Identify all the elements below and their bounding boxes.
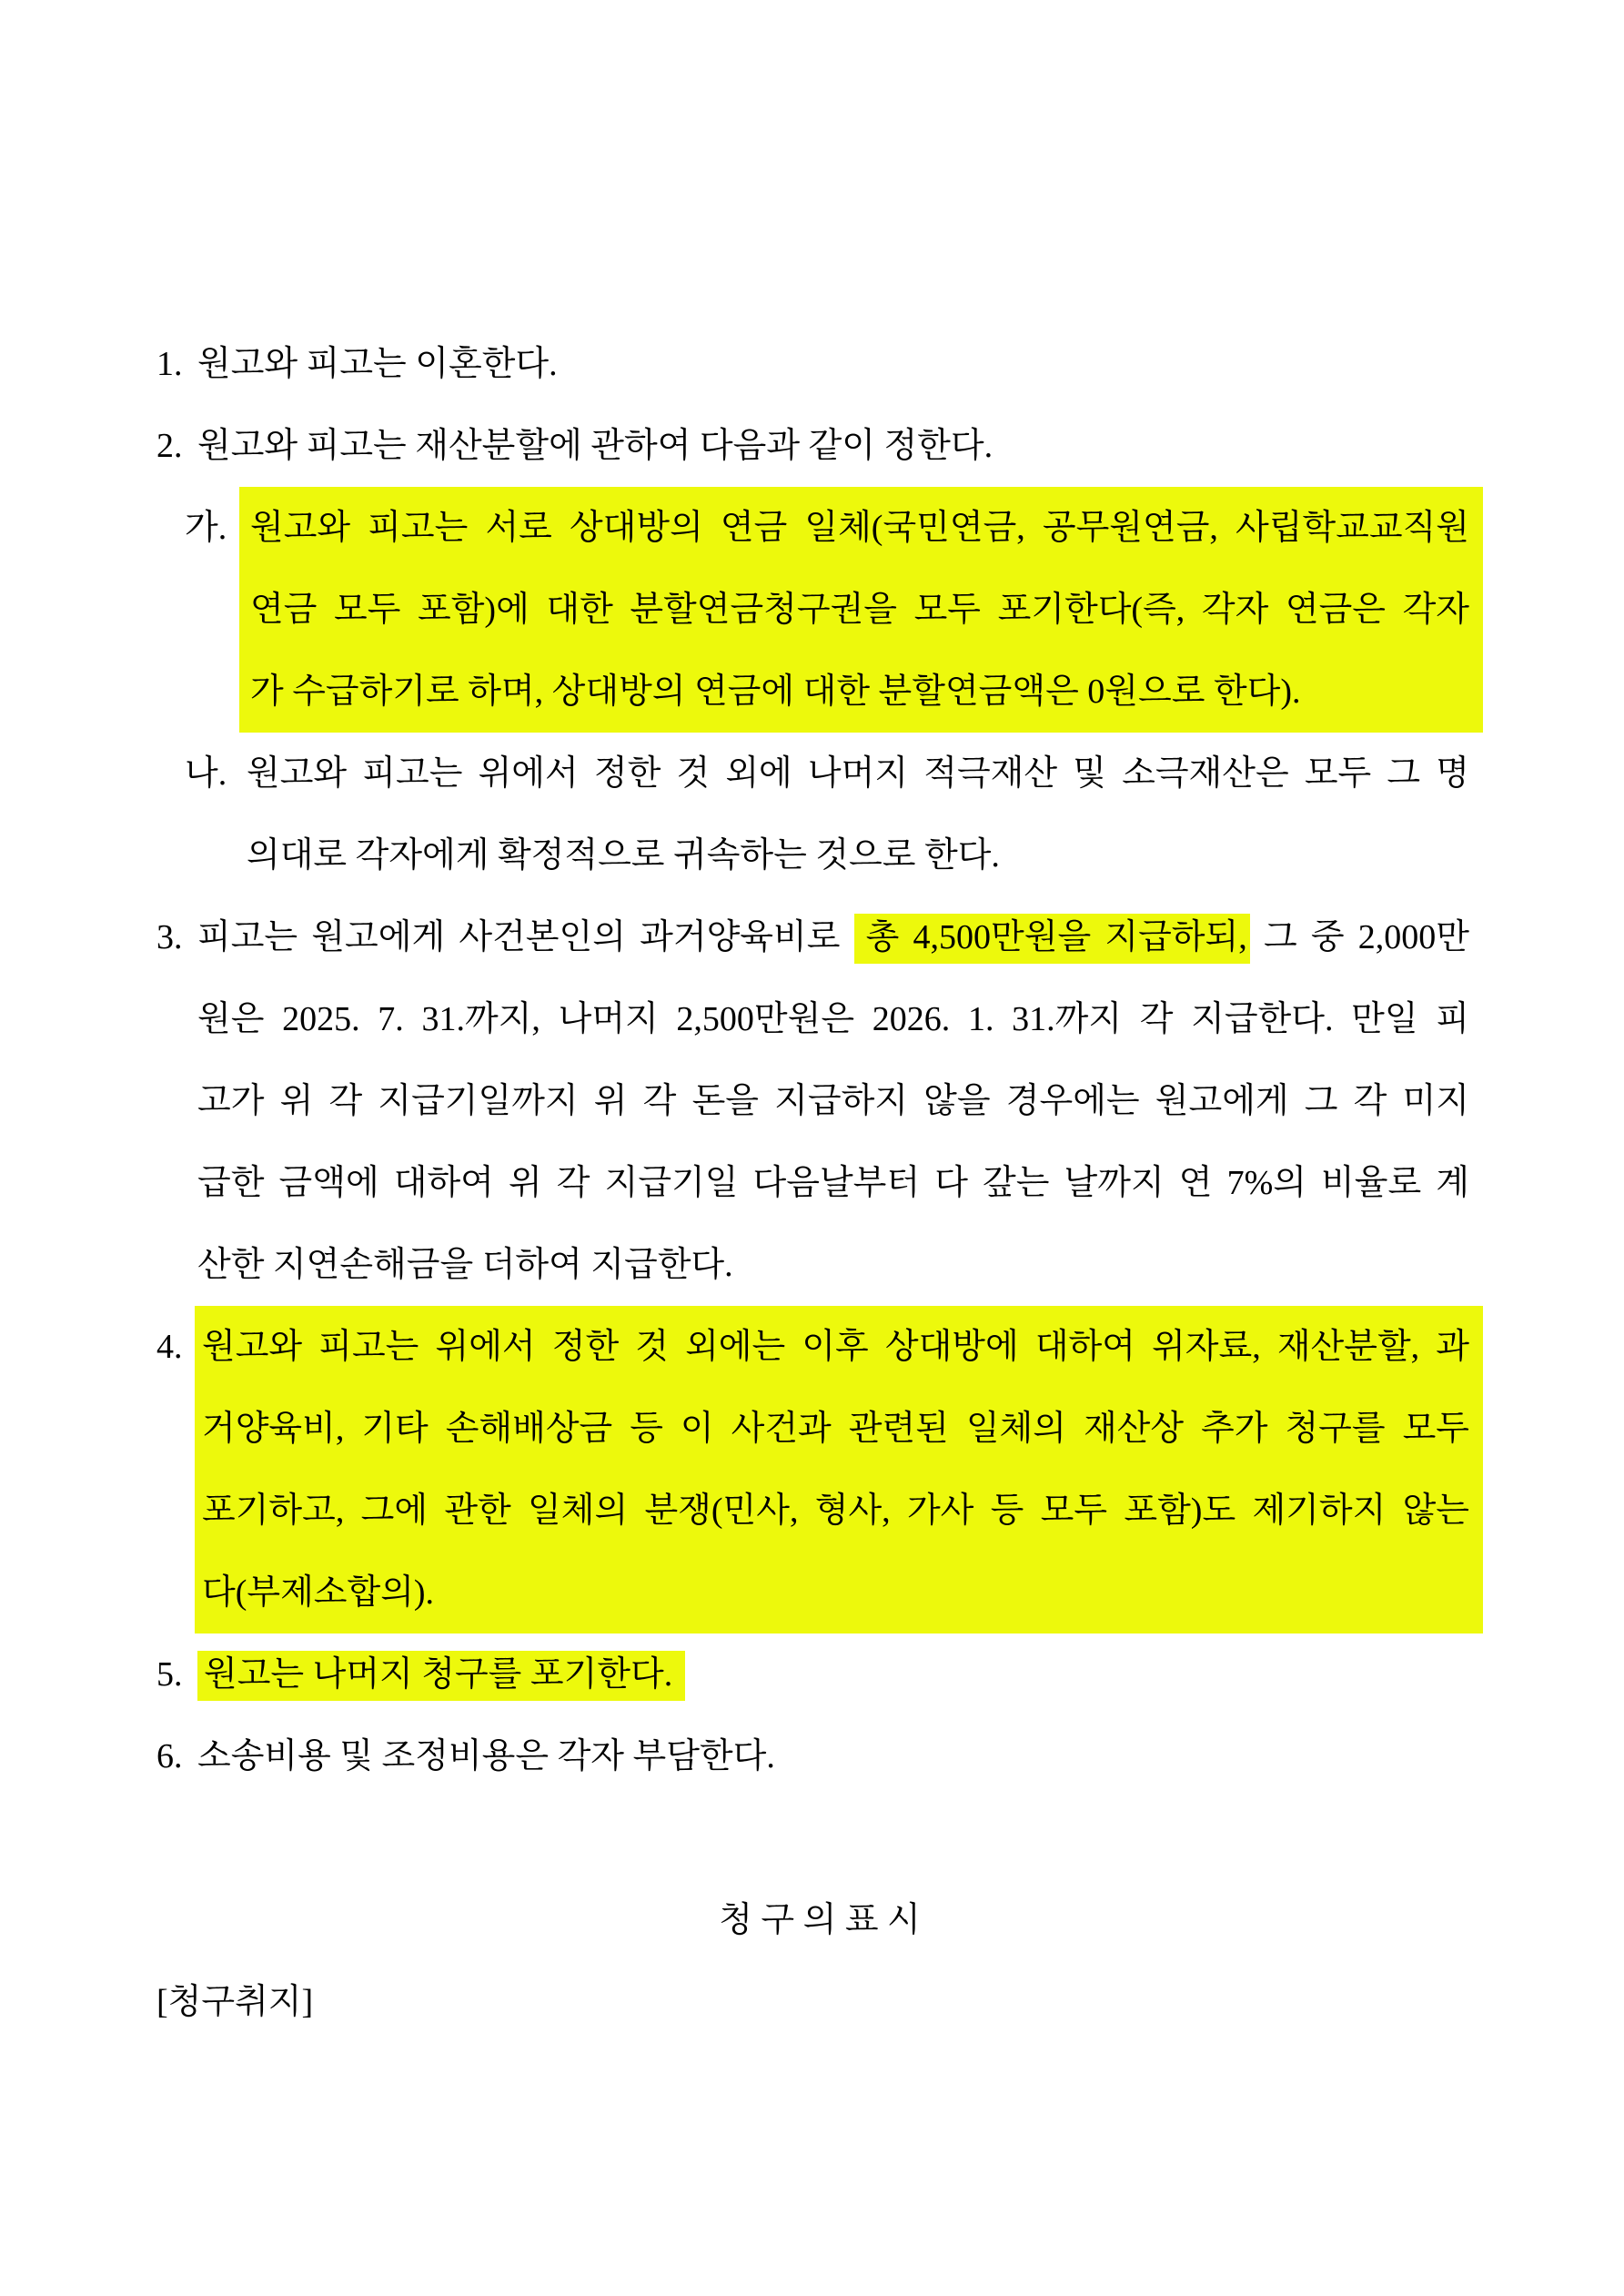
order-item-1 xyxy=(156,323,1483,405)
item-5-number: 5. xyxy=(156,1655,183,1694)
item-3-line-1 xyxy=(197,896,1469,978)
item-2-na-line-1: 원고와 피고는 위에서 정한 것 외에 나머지 적극재산 및 소극재산은 모두 그 명 xyxy=(247,754,1469,793)
claim-indication-heading: 청 구 의 표 시 xyxy=(719,1901,921,1939)
item-2-na-line-2: 의대로 각자에게 확정적으로 귀속하는 것으로 한다. xyxy=(247,836,1000,875)
item-3-number: 3. xyxy=(156,918,183,956)
item-3-line-1-pre: 피고는 원고에게 사건본인의 과거양육비로 xyxy=(197,918,854,956)
order-item-3 xyxy=(156,896,1483,1306)
order-item-6 xyxy=(156,1715,1483,1797)
order-item-5 xyxy=(156,1633,1483,1715)
item-4-line-3: 포기하고, 그에 관한 일체의 분쟁(민사, 형사, 가사 등 모두 포함)도 제기하지 않는 xyxy=(202,1492,1469,1530)
item-1-number: 1. xyxy=(156,345,183,383)
item-2-ga-line-3: 가 수급하기로 하며, 상대방의 연금에 대한 분할연금액은 0원으로 한다). xyxy=(250,673,1301,711)
item-3-line-2: 원은 2025. 7. 31.까지, 나머지 2,500만원은 2026. 1. 31.까지 각 지급한다. 만일 피 xyxy=(197,1000,1469,1038)
item-6-text: 소송비용 및 조정비용은 각자 부담한다. xyxy=(197,1737,775,1775)
child-support-amount-highlight: 총 4,500만원을 지급하되, xyxy=(854,914,1250,964)
item-2-ga-line-2: 연금 모두 포함)에 대한 분할연금청구권을 모두 포기한다(즉, 각자 연금은 각자 xyxy=(250,591,1469,629)
pension-waiver-highlight-block xyxy=(239,487,1483,733)
item-2-text: 원고와 피고는 재산분할에 관하여 다음과 같이 정한다. xyxy=(197,427,994,465)
item-4-line-2: 거양육비, 기타 손해배상금 등 이 사건과 관련된 일체의 재산상 추가 청구를 모두 xyxy=(202,1410,1469,1448)
item-5-line xyxy=(197,1633,1469,1715)
item-3-line-4: 급한 금액에 대하여 위 각 지급기일 다음날부터 다 갚는 날까지 연 7%의 비율로 계 xyxy=(197,1164,1469,1202)
item-1-text: 원고와 피고는 이혼한다. xyxy=(197,345,558,383)
item-2-na-number: 나. xyxy=(185,754,227,793)
item-4-line-4: 다(부제소합의). xyxy=(202,1573,435,1612)
item-3-line-1-post: 그 중 2,000만 xyxy=(1249,918,1470,956)
mediation-order-body xyxy=(156,323,1483,2043)
item-2-number: 2. xyxy=(156,427,183,465)
item-4-line-1: 원고와 피고는 위에서 정한 것 외에는 이후 상대방에 대하여 위자료, 재산분할, 과 xyxy=(202,1328,1469,1366)
remainder-claim-waiver-highlight: 원고는 나머지 청구를 포기한다. xyxy=(197,1651,685,1701)
item-2-ga-line-1: 원고와 피고는 서로 상대방의 연금 일체(국민연금, 공무원연금, 사립학교교직원 xyxy=(250,509,1469,547)
order-item-2 xyxy=(156,405,1483,487)
item-4-number: 4. xyxy=(156,1328,183,1366)
order-item-2-ga xyxy=(185,487,1483,733)
claims-waiver-highlight-block xyxy=(195,1306,1483,1633)
item-6-number: 6. xyxy=(156,1737,183,1775)
order-item-2-na xyxy=(185,733,1483,896)
item-3-line-5: 산한 지연손해금을 더하여 지급한다. xyxy=(197,1246,733,1284)
item-3-line-3: 고가 위 각 지급기일까지 위 각 돈을 지급하지 않을 경우에는 원고에게 그 각 미지 xyxy=(197,1082,1469,1120)
claim-purport-label: [청구취지] xyxy=(156,1983,314,2021)
order-item-4 xyxy=(156,1306,1483,1633)
item-2-ga-number: 가. xyxy=(185,509,227,547)
